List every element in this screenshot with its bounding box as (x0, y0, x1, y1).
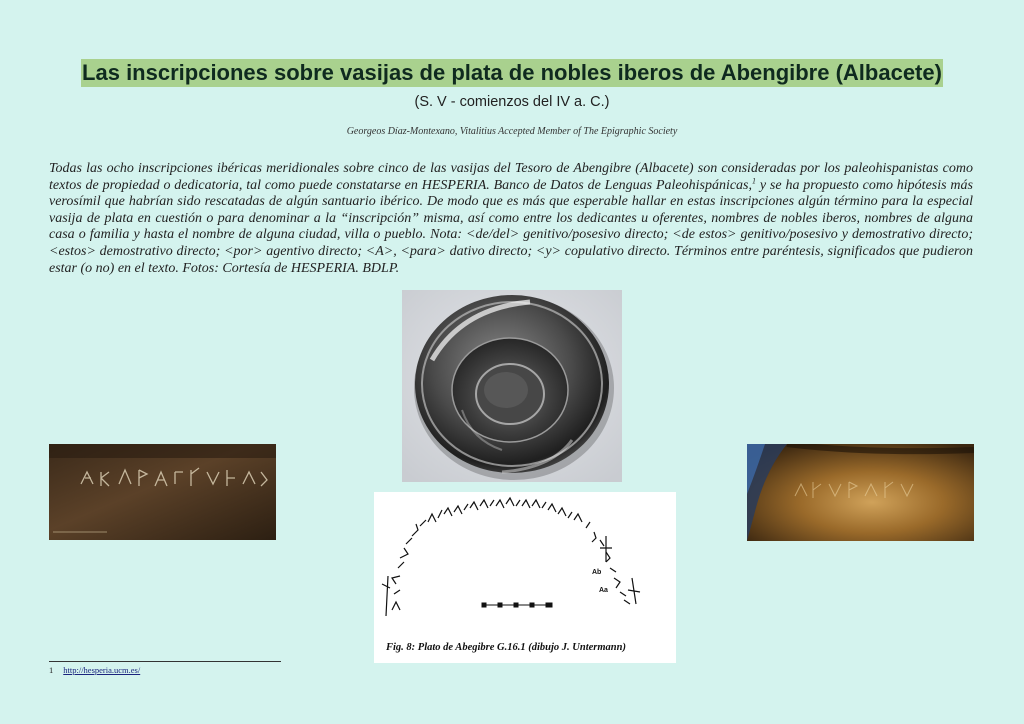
figure-caption: Fig. 8: Plato de Abegibre G.16.1 (dibujo J. Untermann) (386, 642, 626, 653)
drawing-label-ab: Ab (592, 569, 602, 576)
silver-bowl-photo (402, 290, 622, 482)
title-container (0, 59, 1024, 87)
scale-bar (482, 603, 552, 607)
page-subtitle: (S. V - comienzos del IV a. C.) (414, 94, 610, 110)
footnote (49, 665, 140, 675)
body-paragraph (49, 161, 973, 277)
inscription-photo-right (747, 444, 974, 541)
drawing-label-aa: Aa (599, 587, 608, 594)
author-line: Georgeos Díaz-Montexano, Vitalitius Accepted Member of The Epigraphic Society (346, 126, 678, 137)
body-text-part2: y se ha propuesto como hipótesis más verosímil que habrían sido rescatadas de algún santuario ibérico. De modo que es más que esperable hallar en estas inscripciones algún término para la especial vasija de plata en cuestión o para denominar a la “inscripción” misma, así como entre los dedicantes u oferentes, nombres de nobles iberos, nombres de alguna casa o familia y hasta el nombre de alguna ciudad, villa o pueblo. Nota: <de/del> genitivo/posesivo directo; <de estos> genitivo/posesivo y demostrativo directo; <estos> demostrativo directo; <por> agentivo directo; <A>, <para> dativo directo; <y> copulativo directo. Términos entre paréntesis, significados que pudieron estar (o no) en el texto. Fotos: Cortesía de HESPERIA. BDLP. (49, 177, 973, 276)
body-text-part1: Todas las ocho inscripciones ibéricas meridionales sobre cinco de las vasijas del Tesoro de Abengibre (Albacete) son consideradas por los paleohispanistas como textos de propiedad o dedicatoria, tal como puede constatarse en HESPERIA. Banco de Datos de Lenguas Paleohispánicas, (49, 161, 973, 193)
footnote-number: 1 (49, 665, 54, 675)
inscription-photo-left (49, 444, 276, 540)
footnote-link[interactable]: http://hesperia.ucm.es/ (63, 665, 141, 675)
footnote-divider (49, 661, 281, 662)
inscription-drawing-figure (374, 492, 676, 663)
page-title: Las inscripciones sobre vasijas de plata de nobles iberos de Abengibre (Albacete) (82, 60, 942, 85)
footnote-reference[interactable]: 1 (752, 175, 757, 185)
